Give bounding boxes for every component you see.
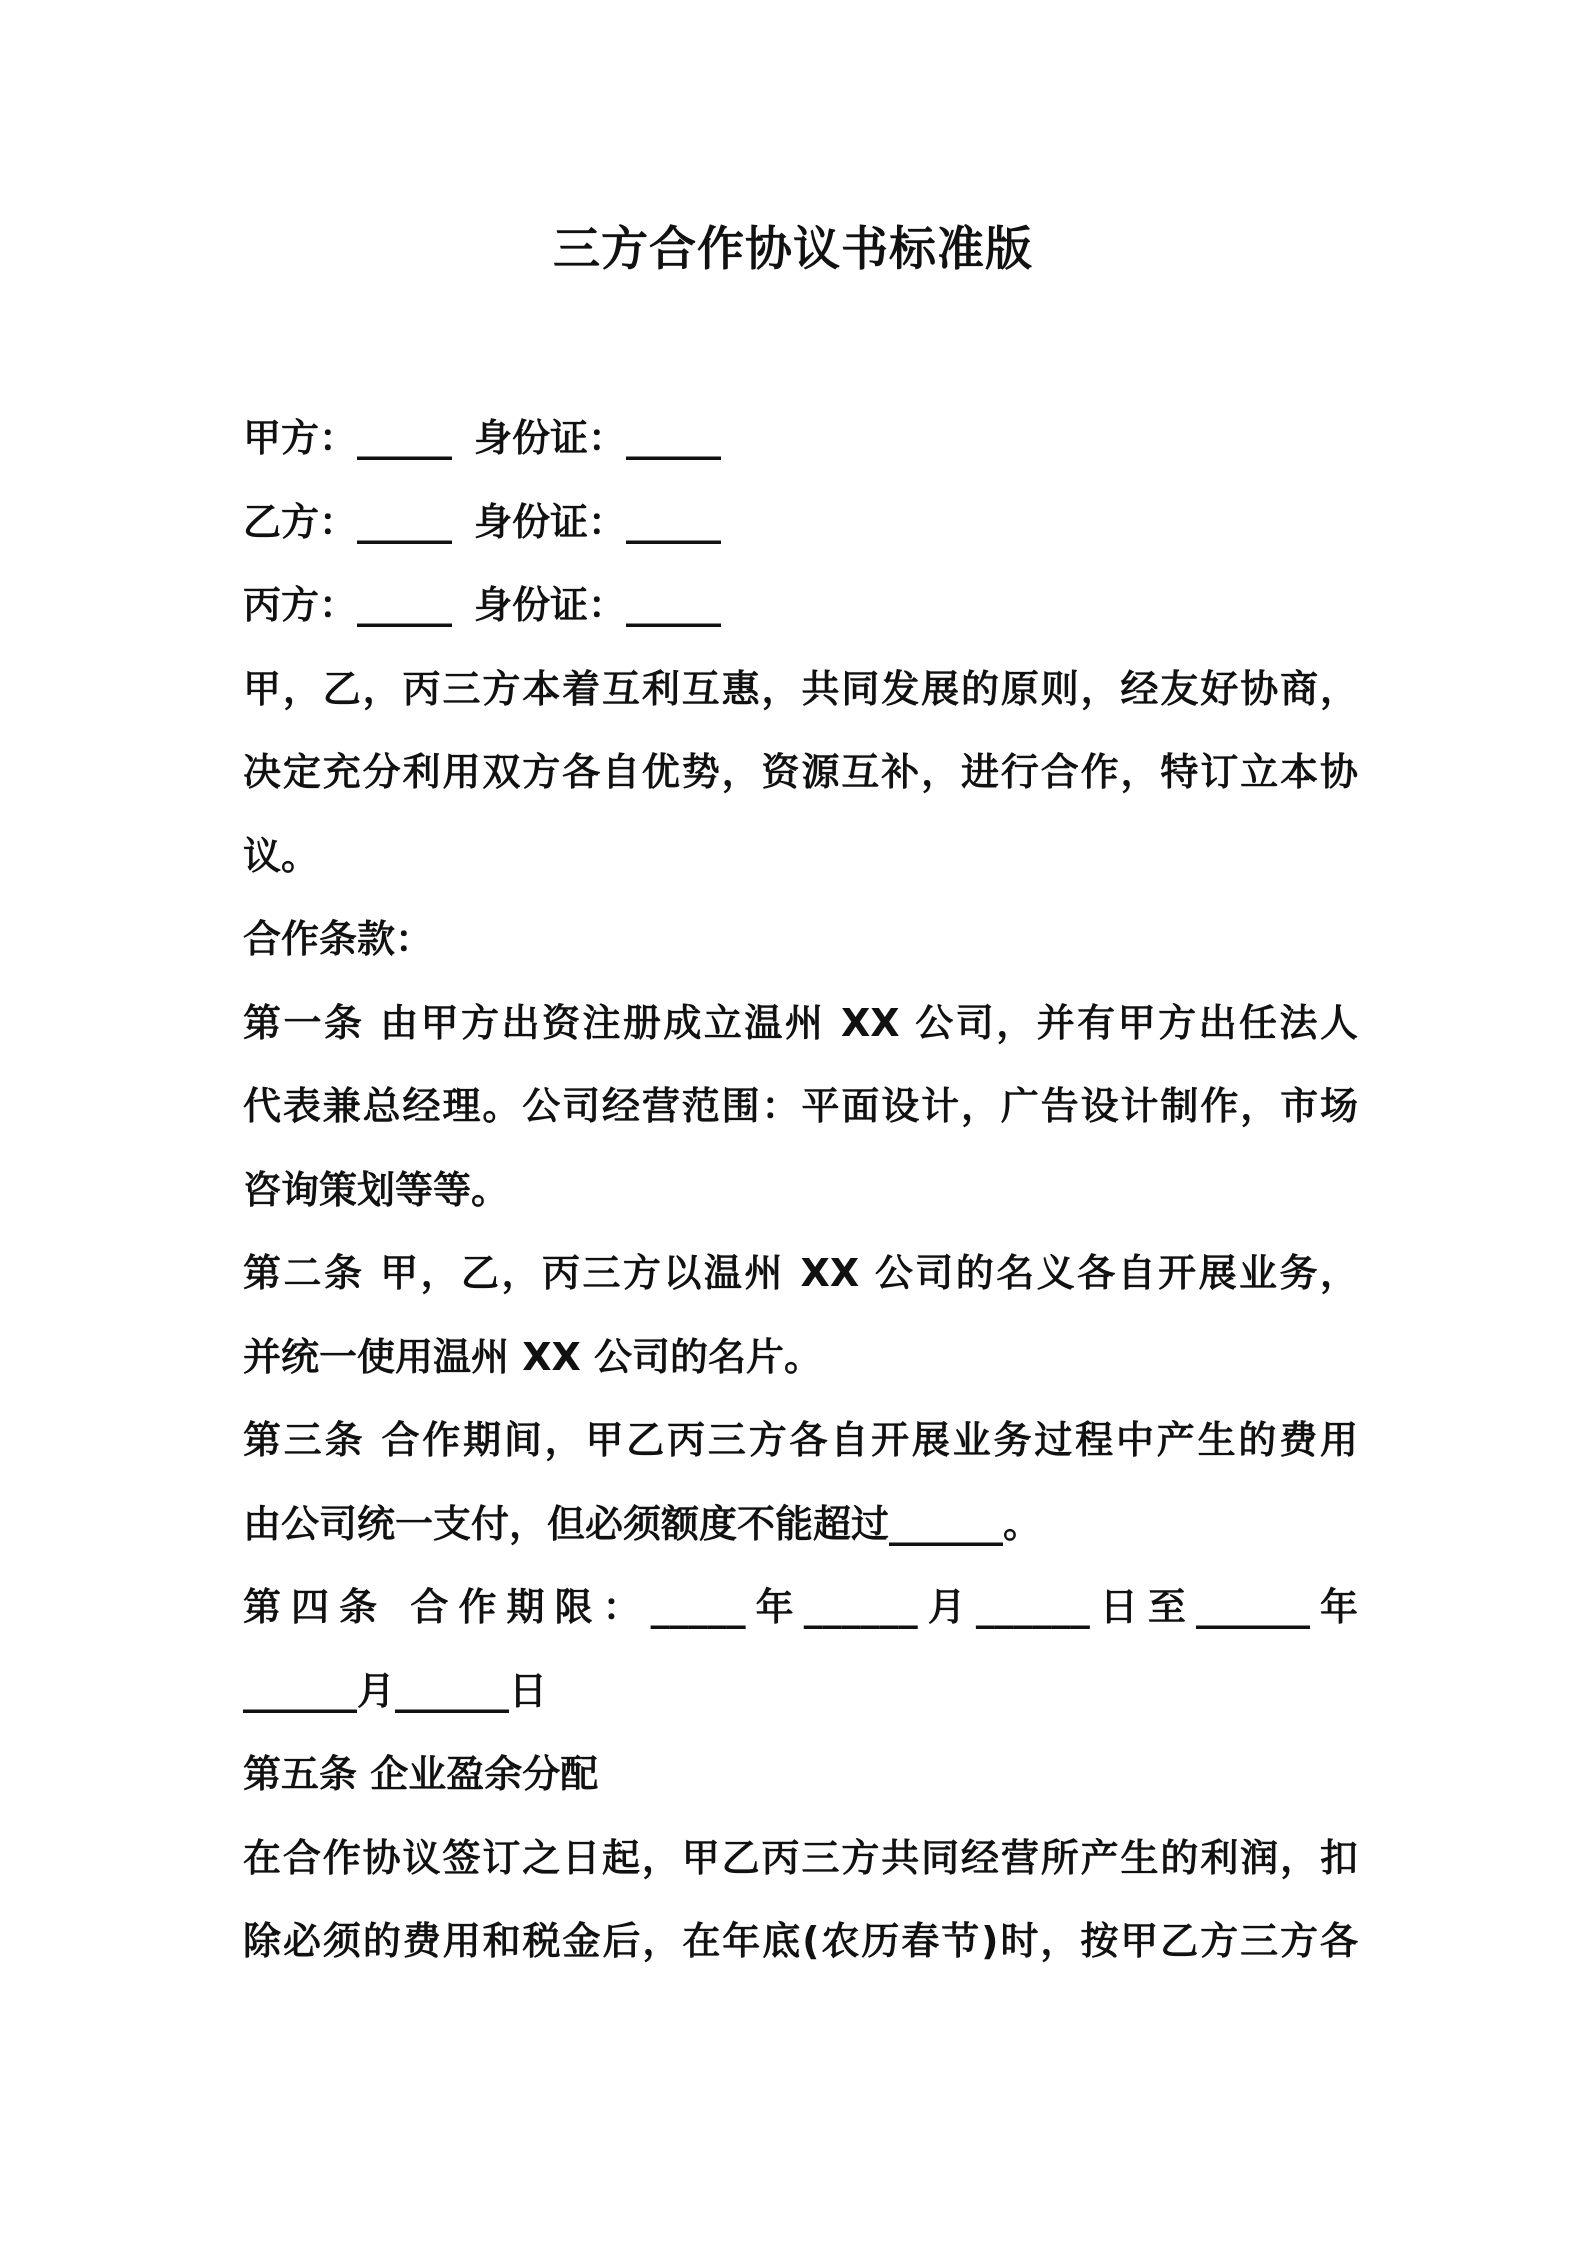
article-2-line: 并统一使用温州 XX 公司的名片。 xyxy=(243,1334,823,1379)
party-c-label: 丙方：_____ xyxy=(243,583,453,627)
article-3-line: 由公司统一支付，但必须额度不能超过______。 xyxy=(243,1501,1042,1546)
section-heading: 合作条款： xyxy=(243,917,434,961)
party-b-line xyxy=(243,481,1358,565)
document-body xyxy=(243,397,1358,1984)
party-c-line xyxy=(243,564,1358,648)
article-1-line: 代表兼总经理。公司经营范围：平面设计，广告设计制作，市场 xyxy=(243,1084,1358,1128)
article-2-line: 第二条 甲，乙，丙三方以温州 XX 公司的名义各自开展业务， xyxy=(243,1251,1358,1295)
article-5-heading: 第五条 企业盈余分配 xyxy=(243,1752,599,1796)
party-b-id-label: 身份证：_____ xyxy=(474,499,722,544)
party-a-id-label: 身份证：_____ xyxy=(474,416,722,460)
party-a-label: 甲方：_____ xyxy=(243,416,453,460)
party-b-label: 乙方：_____ xyxy=(243,499,453,544)
party-c-id-label: 身份证：_____ xyxy=(474,583,722,627)
party-a-line xyxy=(243,397,1358,481)
article-4-line: ______月______日 xyxy=(243,1668,548,1713)
article-4-line: 第四条 合作期限：_____年______月______日至______年 xyxy=(243,1585,1358,1629)
article-1-line: 第一条 由甲方出资注册成立温州 XX 公司，并有甲方出任法人 xyxy=(243,1000,1358,1045)
intro-line: 甲，乙，丙三方本着互利互惠，共同发展的原则，经友好协商， xyxy=(243,666,1358,711)
article-3-line: 第三条 合作期间，甲乙丙三方各自开展业务过程中产生的费用 xyxy=(243,1418,1358,1462)
intro-line: 决定充分利用双方各自优势，资源互补，进行合作，特订立本协 xyxy=(243,750,1358,794)
article-5-line: 在合作协议签订之日起，甲乙丙三方共同经营所产生的利润，扣 xyxy=(243,1835,1358,1880)
article-1-line: 咨询策划等等。 xyxy=(243,1167,510,1212)
document-title: 三方合作协议书标准版 xyxy=(553,222,1033,277)
article-5-line: 除必须的费用和税金后，在年底(农历春节)时，按甲乙方三方各 xyxy=(243,1919,1358,1963)
intro-line: 议。 xyxy=(243,833,320,878)
